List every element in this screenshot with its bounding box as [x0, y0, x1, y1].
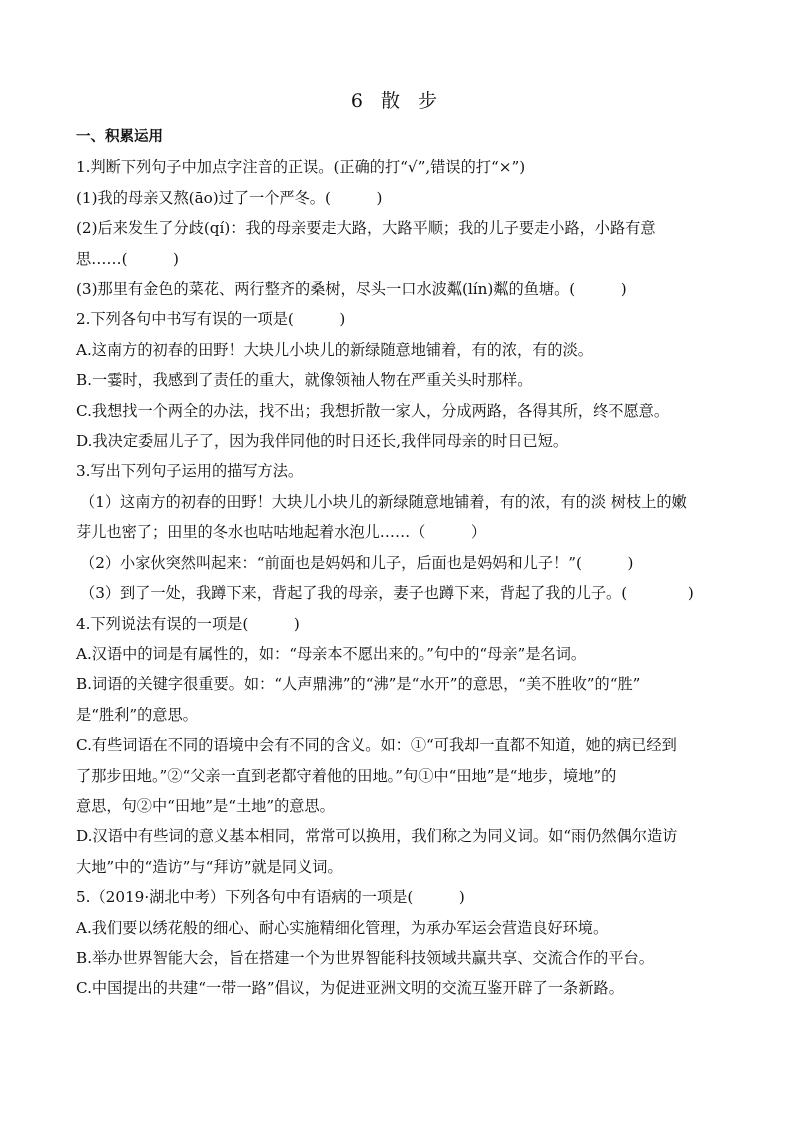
question-1-item-3: (3)那里有金色的菜花、两行整齐的桑树，尽头一口水波粼(lín)粼的鱼塘。( ): [76, 280, 627, 299]
question-4-option-c-cont-2: 意思，句②中“田地”是“土地”的意思。: [76, 796, 335, 815]
question-4-option-d: D.汉语中有些词的意义基本相同，常常可以换用，我们称之为同义词。如“雨仍然偶尔造访: [76, 827, 678, 846]
question-3-item-1-cont: 芽儿也密了；田里的冬水也咕咕地起着水泡儿……（ ）: [76, 523, 487, 542]
document-body: [76, 122, 726, 1004]
question-4-option-c: C.有些词语在不同的语境中会有不同的含义。如：①“可我却一直都不知道，她的病已经到: [76, 736, 677, 755]
question-4-option-d-cont: 大地”中的“造访”与“拜访”就是同义词。: [76, 857, 343, 876]
question-2-option-a: A.这南方的初春的田野！大块儿小块儿的新绿随意地铺着，有的浓，有的淡。: [76, 340, 593, 359]
question-2-option-d: D.我决定委屈儿子了，因为我伴同他的时日还长,我伴同母亲的时日已短。: [76, 432, 569, 451]
question-1-item-2: (2)后来发生了分歧(qí)：我的母亲要走大路，大路平顺；我的儿子要走小路，小路有意: [76, 219, 656, 238]
question-1-item-1: (1)我的母亲又熬(āo)过了一个严冬。( ): [76, 188, 383, 207]
question-4-stem: 4.下列说法有误的一项是( ): [76, 614, 300, 633]
question-5-option-b: B.举办世界智能大会，旨在搭建一个为世界智能科技领域共赢共享、交流合作的平台。: [76, 948, 654, 967]
question-3-item-1: （1）这南方的初春的田野！大块儿小块儿的新绿随意地铺着，有的浓，有的淡 树枝上的嫩: [80, 492, 687, 511]
question-4-option-c-cont-1: 了那步田地。”②“父亲一直到老都守着他的田地。”句①中“田地”是“地步，境地”的: [76, 766, 617, 785]
question-4-option-b-cont: 是“胜利”的意思。: [76, 705, 198, 724]
question-3-item-3: （3）到了一处，我蹲下来，背起了我的母亲，妻子也蹲下来，背起了我的儿子。( ): [80, 584, 694, 603]
question-4-option-b: B.词语的关键字很重要。如：“人声鼎沸”的“沸”是“水开”的意思，“美不胜收”的“胜”: [76, 675, 641, 694]
question-2-stem: 2.下列各句中书写有误的一项是( ): [76, 310, 346, 329]
question-3-item-2: （2）小家伙突然叫起来：“前面也是妈妈和儿子，后面也是妈妈和儿子！”( ): [80, 553, 634, 572]
question-4-option-a: A.汉语中的词是有属性的，如：“母亲本不愿出来的。”句中的“母亲”是名词。: [76, 644, 587, 663]
question-2-option-c: C.我想找一个两全的办法，找不出；我想折散一家人，分成两路，各得其所，终不愿意。: [76, 401, 670, 420]
page-title: 6 散 步: [350, 90, 444, 112]
question-1-item-2-cont: 思……( ): [76, 249, 179, 268]
section-heading: 一、积累运用: [76, 129, 163, 145]
question-5-stem: 5.（2019·湖北中考）下列各句中有语病的一项是( ): [76, 888, 465, 907]
question-5-option-c: C.中国提出的共建“一带一路”倡议，为促进亚洲文明的交流互鉴开辟了一条新路。: [76, 979, 624, 998]
question-2-option-b: B.一霎时，我感到了责任的重大，就像领袖人物在严重关头时那样。: [76, 371, 533, 390]
question-3-stem: 3.写出下列句子运用的描写方法。: [76, 462, 304, 481]
question-5-option-a: A.我们要以绣花般的细心、耐心实施精细化管理，为承办军运会营造良好环境。: [76, 918, 609, 937]
question-1-stem: 1.判断下列句子中加点字注音的正误。(正确的打“√”,错误的打“×”): [76, 158, 526, 177]
